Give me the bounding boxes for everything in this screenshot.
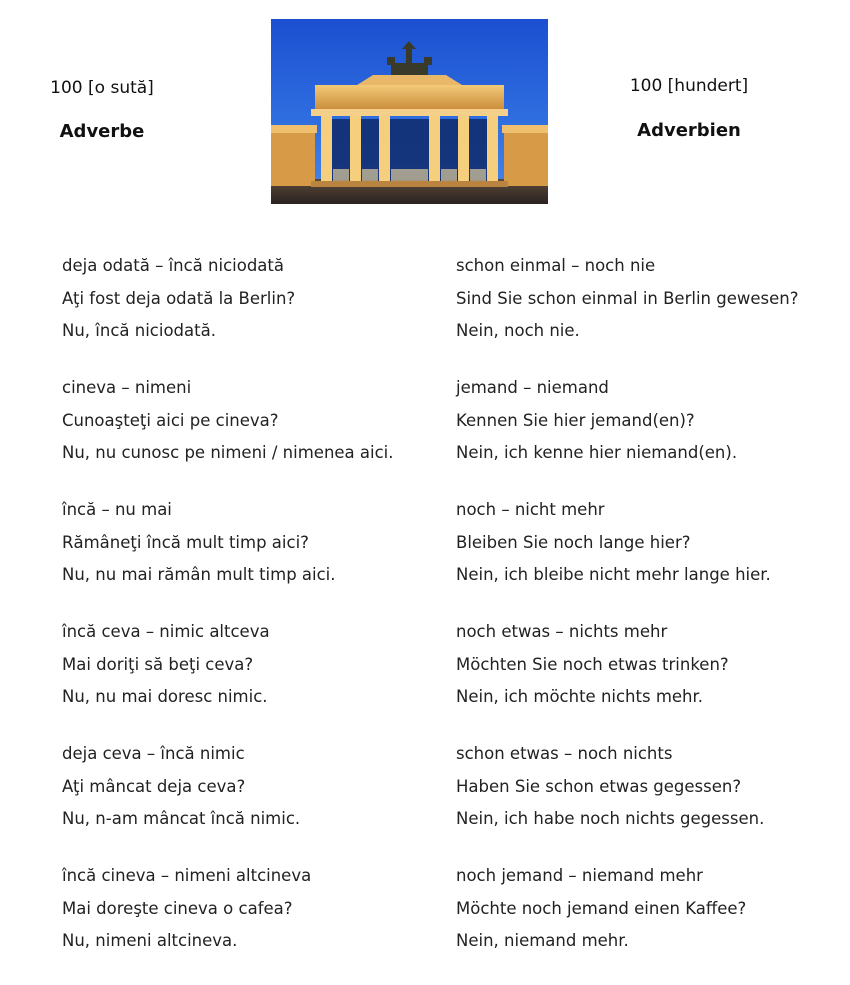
answer-de: Nein, noch nie. — [456, 321, 580, 340]
answer-ro: Nu, nu cunosc pe nimeni / nimenea aici. — [62, 443, 394, 462]
phrase-ro: deja ceva – încă nimic — [62, 744, 245, 763]
question-ro: Mai doriţi să beţi ceva? — [62, 654, 254, 674]
lesson-number-de: 100 [hundert] — [629, 76, 749, 96]
question-ro: Aţi mâncat deja ceva? — [62, 776, 246, 796]
german-column — [456, 253, 846, 985]
answer-ro: Nu, nimeni altcineva. — [62, 931, 238, 950]
phrase-de: jemand – niemand — [456, 378, 609, 397]
question-de: Sind Sie schon einmal in Berlin gewesen? — [456, 288, 799, 308]
phrase-de: schon etwas – noch nichts — [456, 744, 673, 763]
romanian-column — [62, 253, 442, 985]
question-de: Bleiben Sie noch lange hier? — [456, 532, 691, 552]
phrase-de: noch – nicht mehr — [456, 500, 605, 519]
answer-de: Nein, niemand mehr. — [456, 931, 629, 950]
lesson-title-ro: Adverbe — [59, 121, 145, 142]
question-ro: Mai doreşte cineva o cafea? — [62, 898, 293, 918]
brandenburg-gate-image — [271, 19, 548, 204]
answer-de: Nein, ich habe noch nichts gegessen. — [456, 809, 765, 828]
answer-de: Nein, ich kenne hier niemand(en). — [456, 443, 738, 462]
header-left — [38, 78, 166, 142]
phrase-ro: încă ceva – nimic altceva — [62, 622, 270, 641]
phrase-group-de — [456, 375, 846, 497]
answer-de: Nein, ich möchte nichts mehr. — [456, 687, 704, 706]
phrase-group-de — [456, 741, 846, 863]
phrase-de: schon einmal – noch nie — [456, 256, 656, 275]
phrase-group-de — [456, 497, 846, 619]
phrase-group-ro — [62, 375, 442, 497]
phrase-group-ro — [62, 619, 442, 741]
lesson-number-ro: 100 [o sută] — [50, 78, 154, 98]
answer-de: Nein, ich bleibe nicht mehr lange hier. — [456, 565, 771, 584]
header-right — [612, 76, 766, 141]
phrase-group-de — [456, 619, 846, 741]
question-ro: Aţi fost deja odată la Berlin? — [62, 288, 296, 308]
question-de: Möchten Sie noch etwas trinken? — [456, 654, 729, 674]
answer-ro: Nu, nu mai doresc nimic. — [62, 687, 268, 706]
question-ro: Cunoaşteţi aici pe cineva? — [62, 410, 279, 430]
phrase-ro: încă – nu mai — [62, 500, 172, 519]
phrase-group-ro — [62, 253, 442, 375]
answer-ro: Nu, nu mai rămân mult timp aici. — [62, 565, 336, 584]
phrase-group-de — [456, 253, 846, 375]
phrase-ro: încă cineva – nimeni altcineva — [62, 866, 312, 885]
answer-ro: Nu, încă niciodată. — [62, 321, 216, 340]
phrase-ro: cineva – nimeni — [62, 378, 192, 397]
question-de: Möchte noch jemand einen Kaffee? — [456, 898, 747, 918]
question-de: Kennen Sie hier jemand(en)? — [456, 410, 695, 430]
answer-ro: Nu, n-am mâncat încă nimic. — [62, 809, 301, 828]
question-de: Haben Sie schon etwas gegessen? — [456, 776, 742, 796]
lesson-title-de: Adverbien — [637, 120, 741, 141]
phrase-ro: deja odată – încă niciodată — [62, 256, 284, 275]
phrase-de: noch etwas – nichts mehr — [456, 622, 668, 641]
phrase-group-ro — [62, 497, 442, 619]
question-ro: Rămâneţi încă mult timp aici? — [62, 532, 309, 552]
phrase-group-de — [456, 863, 846, 985]
phrase-de: noch jemand – niemand mehr — [456, 866, 703, 885]
phrase-group-ro — [62, 863, 442, 985]
phrase-group-ro — [62, 741, 442, 863]
